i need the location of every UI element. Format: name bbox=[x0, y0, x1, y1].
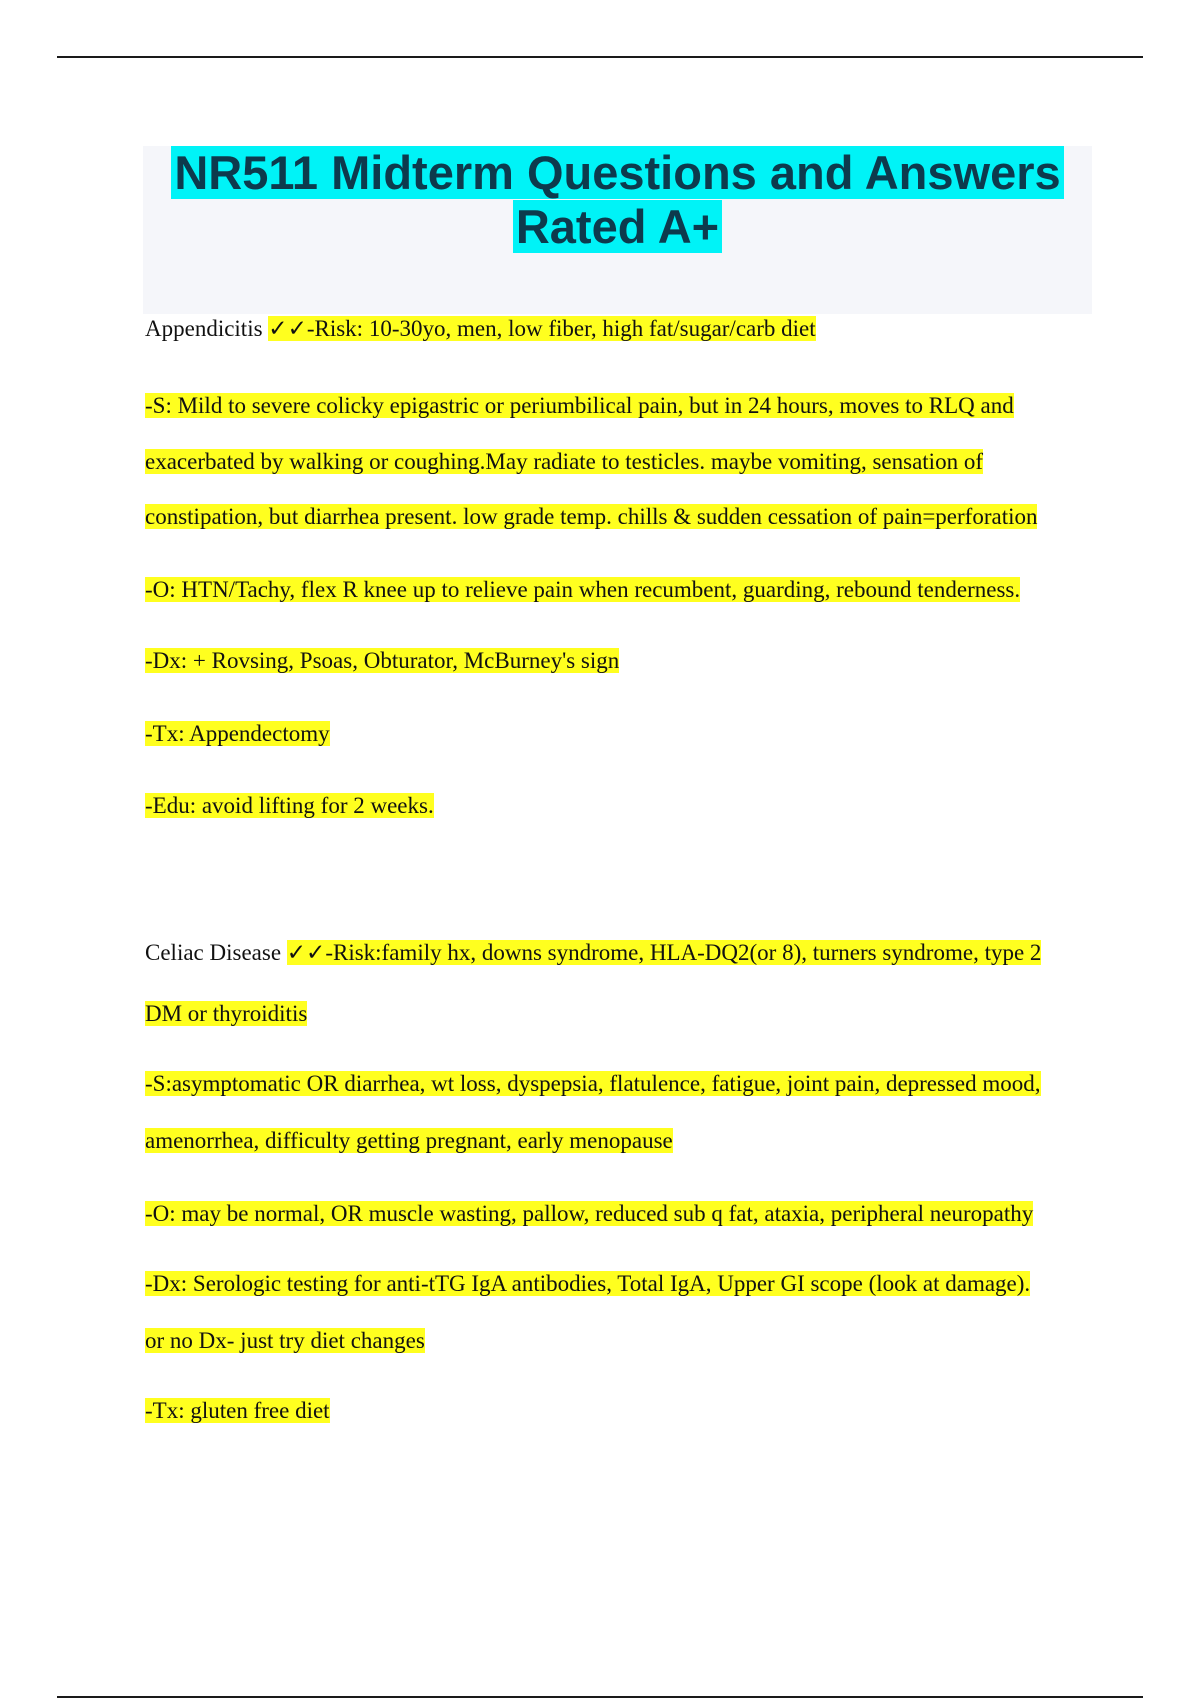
celiac-risk-line-2: DM or thyroiditis bbox=[145, 1001, 308, 1026]
appendicitis-education: -Edu: avoid lifting for 2 weeks. bbox=[145, 793, 434, 818]
appendicitis-risk: ✓✓-Risk: 10-30yo, men, low fiber, high fat/sugar/carb diet bbox=[268, 316, 816, 341]
celiac-risk: ✓✓-Risk:family hx, downs syndrome, HLA-DQ2(or 8), turners syndrome, type 2 bbox=[286, 940, 1042, 965]
appendicitis-objective: -O: HTN/Tachy, flex R knee up to relieve pain when recumbent, guarding, rebound tenderness. bbox=[145, 577, 1021, 602]
page-title-line-2: Rated A+ bbox=[143, 200, 1092, 254]
celiac-diagnosis-line-1: -Dx: Serologic testing for anti-tTG IgA antibodies, Total IgA, Upper GI scope (look at damage). bbox=[145, 1271, 1031, 1296]
celiac-term: Celiac Disease bbox=[145, 940, 282, 965]
celiac-risk-line bbox=[145, 937, 1041, 969]
appendicitis-treatment: -Tx: Appendectomy bbox=[145, 721, 330, 746]
celiac-objective: -O: may be normal, OR muscle wasting, pallow, reduced sub q fat, ataxia, peripheral neuropathy bbox=[145, 1201, 1034, 1226]
title-panel bbox=[143, 146, 1092, 314]
page-title-line-1: NR511 Midterm Questions and Answers bbox=[143, 146, 1092, 200]
celiac-treatment: -Tx: gluten free diet bbox=[145, 1398, 330, 1423]
celiac-diagnosis-line-2: or no Dx- just try diet changes bbox=[145, 1328, 425, 1353]
appendicitis-term: Appendicitis bbox=[145, 316, 263, 341]
appendicitis-subjective-line-2: exacerbated by walking or coughing.May radiate to testicles. maybe vomiting, sensation of bbox=[145, 449, 983, 474]
appendicitis-diagnosis: -Dx: + Rovsing, Psoas, Obturator, McBurney's sign bbox=[145, 648, 620, 673]
appendicitis-subjective-line-1: -S: Mild to severe colicky epigastric or periumbilical pain, but in 24 hours, moves to RLQ and bbox=[145, 393, 1014, 418]
header-rule bbox=[57, 56, 1143, 58]
appendicitis-subjective-line-3: constipation, but diarrhea present. low grade temp. chills & sudden cessation of pain=perforation bbox=[145, 504, 1038, 529]
celiac-subjective-line-2: amenorrhea, difficulty getting pregnant, early menopause bbox=[145, 1128, 673, 1153]
celiac-subjective-line-1: -S:asymptomatic OR diarrhea, wt loss, dyspepsia, flatulence, fatigue, joint pain, depressed mood, bbox=[145, 1071, 1041, 1096]
footer-rule bbox=[57, 1696, 1143, 1698]
appendicitis-risk-line bbox=[145, 313, 816, 345]
